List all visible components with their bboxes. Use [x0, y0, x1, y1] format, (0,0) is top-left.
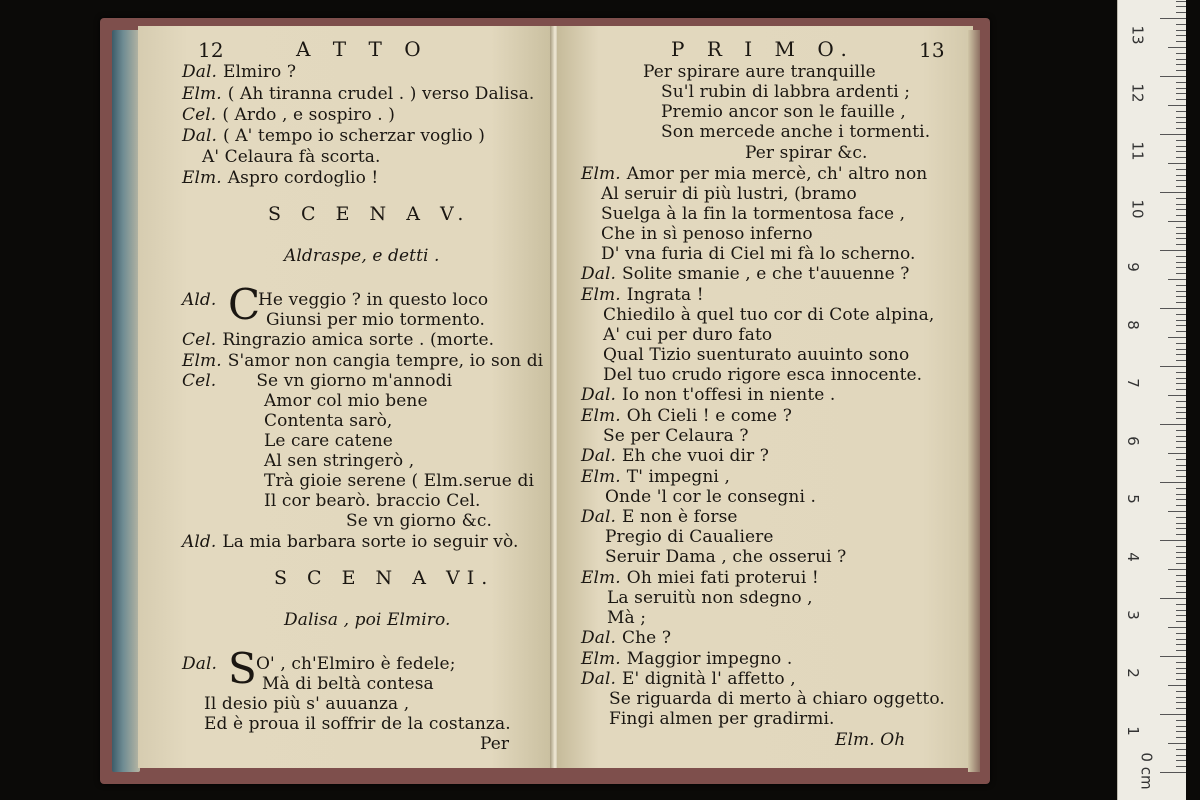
- line-text: O' , ch'Elmiro è fedele;: [256, 654, 456, 674]
- ruler-tick: [1176, 70, 1186, 71]
- ruler-tick: [1176, 418, 1186, 419]
- ruler-tick: [1176, 644, 1186, 645]
- ruler-tick: [1176, 12, 1186, 13]
- line-text: Ingrata !: [626, 285, 704, 305]
- ruler-tick: [1176, 215, 1186, 216]
- line-text: Oh miei fati proterui !: [626, 568, 819, 588]
- ruler-tick: [1176, 169, 1186, 170]
- ruler-tick: [1176, 354, 1186, 355]
- line-text: Ed è proua il soffrir de la costanza.: [204, 714, 511, 734]
- ruler-tick: [1176, 720, 1186, 721]
- line-text: Oh Cieli ! e come ?: [626, 406, 792, 426]
- line-text: Seruir Dama , che osserui ?: [605, 547, 847, 567]
- line-text: Del tuo crudo rigore esca innocente.: [603, 365, 923, 385]
- line-text: Maggior impegno .: [626, 649, 793, 669]
- line-text: Elmiro ?: [223, 62, 297, 82]
- speaker: Dal.: [581, 385, 617, 405]
- ruler-tick: [1176, 296, 1186, 297]
- ruler-tick: [1176, 528, 1186, 529]
- line-text: La seruitù non sdegno ,: [607, 588, 813, 608]
- ruler-tick: [1176, 383, 1186, 384]
- running-head: A T T O: [296, 37, 429, 61]
- ruler-unit-label: 0 cm: [1137, 752, 1156, 790]
- line-text: Amor per mia mercè, ch' altro non: [626, 164, 928, 184]
- ruler-tick: [1176, 180, 1186, 181]
- ruler-tick: [1176, 175, 1186, 176]
- ruler-tick: [1176, 93, 1186, 94]
- ruler-tick: [1160, 366, 1186, 367]
- line-text: D' vna furia di Ciel mi fà lo scherno.: [601, 244, 916, 264]
- ruler-tick: [1176, 53, 1186, 54]
- ruler-tick: [1160, 656, 1186, 657]
- ruler-tick: [1176, 749, 1186, 750]
- ruler-tick: [1160, 18, 1186, 19]
- ruler-tick: [1176, 470, 1186, 471]
- ruler-tick: [1176, 581, 1186, 582]
- line-text: Son mercede anche i tormenti.: [661, 122, 931, 142]
- page-number: 13: [919, 38, 945, 62]
- ruler-tick: [1176, 447, 1186, 448]
- ruler-tick: [1176, 331, 1186, 332]
- ruler-tick: [1176, 30, 1186, 31]
- ruler-tick: [1176, 314, 1186, 315]
- ruler-number: 2: [1123, 668, 1142, 678]
- speaker: Dal.: [581, 669, 617, 689]
- line-text: Trà gioie serene ( Elm.serue di: [264, 471, 534, 491]
- speaker: Cel.: [182, 105, 217, 125]
- scene-characters: Aldraspe, e detti .: [284, 246, 440, 266]
- ruler-tick: [1176, 552, 1186, 553]
- page-number: 12: [198, 38, 224, 62]
- line-text: Le care catene: [264, 431, 393, 451]
- line-text: Aspro cordoglio !: [227, 168, 379, 188]
- drop-cap: S: [228, 644, 257, 693]
- line-text: Premio ancor son le fauille ,: [661, 102, 906, 122]
- ruler-tick: [1176, 146, 1186, 147]
- book-edge-left: [112, 30, 140, 772]
- ruler-tick: [1176, 64, 1186, 65]
- ruler-tick: [1176, 430, 1186, 431]
- ruler-tick: [1176, 244, 1186, 245]
- line-text: Mà ;: [607, 608, 647, 628]
- ruler-tick: [1176, 737, 1186, 738]
- speaker: Dal.: [182, 654, 218, 674]
- ruler-tick: [1176, 198, 1186, 199]
- scene-title: S C E N A VI.: [274, 567, 495, 589]
- line-text: Che in sì penoso inferno: [601, 224, 813, 244]
- ruler-tick: [1176, 546, 1186, 547]
- ruler-tick: [1176, 726, 1186, 727]
- ruler-tick: [1176, 372, 1186, 373]
- ruler-number: 12: [1128, 83, 1147, 103]
- line-text: Il cor bearò. braccio Cel.: [264, 491, 481, 511]
- line-text: Se vn giorno &c.: [346, 511, 492, 531]
- ruler-tick: [1176, 592, 1186, 593]
- line-text: Se riguarda di merto à chiaro oggetto.: [609, 689, 945, 709]
- ruler-tick: [1160, 714, 1186, 715]
- line-text: Solite smanie , e che t'auuenne ?: [622, 264, 910, 284]
- ruler-tick: [1160, 772, 1186, 773]
- line-text: E non è forse: [622, 507, 738, 527]
- ruler-tick: [1176, 151, 1186, 152]
- ruler-tick: [1176, 140, 1186, 141]
- ruler-tick: [1176, 697, 1186, 698]
- ruler-tick: [1176, 349, 1186, 350]
- ruler-tick: [1176, 111, 1186, 112]
- ruler-tick: [1168, 569, 1186, 570]
- ruler-tick: [1176, 256, 1186, 257]
- ruler-tick: [1176, 1, 1186, 2]
- ruler-tick: [1176, 285, 1186, 286]
- ruler-tick: [1168, 163, 1186, 164]
- measuring-ruler: [1117, 0, 1186, 800]
- ruler-tick: [1160, 308, 1186, 309]
- speaker: Dal.: [182, 62, 218, 82]
- ruler-tick: [1176, 517, 1186, 518]
- ruler-tick: [1176, 615, 1186, 616]
- line-text: Per spirare aure tranquille: [643, 62, 876, 82]
- ruler-tick: [1176, 708, 1186, 709]
- ruler-tick: [1176, 465, 1186, 466]
- line-text: Che ?: [622, 628, 672, 648]
- ruler-number: 10: [1128, 199, 1147, 219]
- speaker: Ald.: [182, 532, 217, 552]
- ruler-tick: [1176, 88, 1186, 89]
- ruler-tick: [1176, 766, 1186, 767]
- speaker: Elm.: [581, 568, 621, 588]
- line-text: Ringrazio amica sorte . (morte.: [222, 330, 495, 350]
- ruler-number: 3: [1123, 610, 1142, 620]
- line-text: Mà di beltà contesa: [262, 674, 434, 694]
- line-text: A' Celaura fà scorta.: [202, 147, 381, 167]
- ruler-tick: [1168, 395, 1186, 396]
- speaker: Elm.: [182, 168, 222, 188]
- catchword: Per: [480, 734, 510, 754]
- ruler-tick: [1176, 476, 1186, 477]
- scene-title: S C E N A V.: [268, 203, 471, 225]
- ruler-tick: [1176, 604, 1186, 605]
- ruler-tick: [1176, 204, 1186, 205]
- ruler-tick: [1160, 540, 1186, 541]
- line-text: Fingi almen per gradirmi.: [609, 709, 835, 729]
- ruler-tick: [1176, 488, 1186, 489]
- ruler-tick: [1160, 76, 1186, 77]
- line-text: Suelga à la fin la tormentosa face ,: [601, 204, 906, 224]
- ruler-tick: [1176, 662, 1186, 663]
- right-page: [557, 26, 973, 768]
- line-text: Chiedilo à quel tuo cor di Cote alpina,: [603, 305, 935, 325]
- ruler-tick: [1176, 389, 1186, 390]
- ruler-tick: [1176, 291, 1186, 292]
- ruler-tick: [1176, 273, 1186, 274]
- ruler-tick: [1168, 105, 1186, 106]
- ruler-tick: [1176, 505, 1186, 506]
- line-text: ( Ardo , e sospiro . ): [222, 105, 395, 125]
- speaker: Elm.: [581, 649, 621, 669]
- line-text: Onde 'l cor le consegni .: [605, 487, 816, 507]
- ruler-number: 1: [1123, 726, 1142, 736]
- line-text: E' dignità l' affetto ,: [622, 669, 796, 689]
- ruler-tick: [1168, 47, 1186, 48]
- line-text: Eh che vuoi dir ?: [622, 446, 770, 466]
- line-text: Amor col mio bene: [264, 391, 428, 411]
- speaker: Elm.: [581, 467, 621, 487]
- ruler-tick: [1168, 627, 1186, 628]
- ruler-tick: [1176, 441, 1186, 442]
- speaker: Dal.: [581, 507, 617, 527]
- speaker: Dal.: [581, 628, 617, 648]
- ruler-tick: [1176, 407, 1186, 408]
- ruler-tick: [1168, 743, 1186, 744]
- line-text: Su'l rubin di labbra ardenti ;: [661, 82, 911, 102]
- line-text: Il desio più s' auuanza ,: [204, 694, 410, 714]
- ruler-tick: [1176, 401, 1186, 402]
- ruler-tick: [1176, 122, 1186, 123]
- line-text: A' cui per duro fato: [603, 325, 773, 345]
- ruler-number: 9: [1123, 262, 1142, 272]
- ruler-tick: [1160, 134, 1186, 135]
- ruler-tick: [1168, 685, 1186, 686]
- line-text: Contenta sarò,: [264, 411, 393, 431]
- ruler-tick: [1176, 639, 1186, 640]
- ruler-tick: [1176, 320, 1186, 321]
- ruler-tick: [1176, 238, 1186, 239]
- ruler-tick: [1176, 117, 1186, 118]
- ruler-tick: [1176, 575, 1186, 576]
- speaker: Dal.: [182, 126, 218, 146]
- ruler-tick: [1176, 302, 1186, 303]
- line-text: Qual Tizio suenturato auuinto sono: [603, 345, 910, 365]
- line-text: ( Ah tiranna crudel . ) verso Dalisa.: [227, 84, 535, 104]
- ruler-tick: [1176, 673, 1186, 674]
- ruler-tick: [1160, 192, 1186, 193]
- ruler-number: 4: [1123, 552, 1142, 562]
- line-text: Al sen stringerò ,: [264, 451, 415, 471]
- ruler-tick: [1176, 633, 1186, 634]
- speaker: Cel.: [182, 330, 217, 350]
- ruler-tick: [1176, 267, 1186, 268]
- ruler-tick: [1176, 610, 1186, 611]
- ruler-tick: [1168, 221, 1186, 222]
- line-text: Se per Celaura ?: [603, 426, 749, 446]
- ruler-tick: [1176, 586, 1186, 587]
- ruler-tick: [1176, 24, 1186, 25]
- line-text: Per spirar &c.: [745, 143, 868, 163]
- line-text: ( A' tempo io scherzar voglio ): [223, 126, 485, 146]
- ruler-tick: [1176, 82, 1186, 83]
- ruler-tick: [1176, 378, 1186, 379]
- line-text: T' impegni ,: [626, 467, 730, 487]
- ruler-tick: [1176, 6, 1186, 7]
- ruler-tick: [1176, 35, 1186, 36]
- ruler-tick: [1160, 598, 1186, 599]
- running-head: P R I M O.: [671, 37, 855, 61]
- ruler-tick: [1176, 128, 1186, 129]
- ruler-tick: [1176, 186, 1186, 187]
- ruler-tick: [1176, 668, 1186, 669]
- ruler-tick: [1168, 511, 1186, 512]
- ruler-tick: [1176, 343, 1186, 344]
- drop-cap: C: [228, 280, 261, 329]
- ruler-tick: [1176, 360, 1186, 361]
- ruler-tick: [1176, 650, 1186, 651]
- ruler-number: 6: [1123, 436, 1142, 446]
- speaker: Elm.: [581, 406, 621, 426]
- line-text: Giunsi per mio tormento.: [266, 310, 486, 330]
- line-text: Pregio di Caualiere: [605, 527, 774, 547]
- ruler-tick: [1176, 679, 1186, 680]
- ruler-tick: [1176, 499, 1186, 500]
- line-text: He veggio ? in questo loco: [258, 290, 489, 310]
- ruler-tick: [1176, 523, 1186, 524]
- ruler-number: 8: [1123, 320, 1142, 330]
- book-edge-right: [968, 30, 980, 772]
- ruler-tick: [1176, 41, 1186, 42]
- speaker: Dal.: [581, 446, 617, 466]
- ruler-tick: [1176, 760, 1186, 761]
- ruler-tick: [1176, 691, 1186, 692]
- ruler-tick: [1176, 621, 1186, 622]
- line-text: Io non t'offesi in niente .: [622, 385, 836, 405]
- speaker: Ald.: [182, 290, 217, 310]
- ruler-tick: [1176, 731, 1186, 732]
- ruler-tick: [1168, 279, 1186, 280]
- ruler-tick: [1176, 233, 1186, 234]
- left-page: [138, 26, 553, 768]
- ruler-number: 13: [1128, 25, 1147, 45]
- speaker: Elm.: [581, 164, 621, 184]
- speaker: Cel.: [182, 371, 217, 391]
- speaker: Elm.: [182, 84, 222, 104]
- ruler-tick: [1176, 436, 1186, 437]
- line-text: S'amor non cangia tempre, io son di: [227, 351, 544, 371]
- ruler-number: 5: [1123, 494, 1142, 504]
- ruler-tick: [1176, 557, 1186, 558]
- ruler-tick: [1176, 262, 1186, 263]
- speaker: Dal.: [581, 264, 617, 284]
- ruler-tick: [1176, 209, 1186, 210]
- line-text: Se vn giorno m'annodi: [256, 371, 453, 391]
- ruler-tick: [1160, 482, 1186, 483]
- line-text: Al seruir di più lustri, (bramo: [601, 184, 857, 204]
- ruler-tick: [1176, 412, 1186, 413]
- ruler-tick: [1176, 755, 1186, 756]
- ruler-tick: [1176, 459, 1186, 460]
- ruler-tick: [1176, 99, 1186, 100]
- ruler-tick: [1176, 325, 1186, 326]
- ruler-tick: [1176, 157, 1186, 158]
- ruler-number: 7: [1123, 378, 1142, 388]
- ruler-tick: [1160, 250, 1186, 251]
- ruler-tick: [1160, 424, 1186, 425]
- ruler-tick: [1176, 59, 1186, 60]
- scene-characters: Dalisa , poi Elmiro.: [284, 610, 451, 630]
- line-text: La mia barbara sorte io seguir vò.: [222, 532, 519, 552]
- speaker: Elm.: [182, 351, 222, 371]
- ruler-tick: [1176, 702, 1186, 703]
- catchword: Elm. Oh: [835, 730, 906, 750]
- ruler-tick: [1176, 563, 1186, 564]
- ruler-number: 11: [1128, 141, 1147, 161]
- ruler-tick: [1168, 453, 1186, 454]
- ruler-tick: [1176, 534, 1186, 535]
- ruler-tick: [1176, 494, 1186, 495]
- ruler-tick: [1176, 227, 1186, 228]
- speaker: Elm.: [581, 285, 621, 305]
- ruler-tick: [1168, 337, 1186, 338]
